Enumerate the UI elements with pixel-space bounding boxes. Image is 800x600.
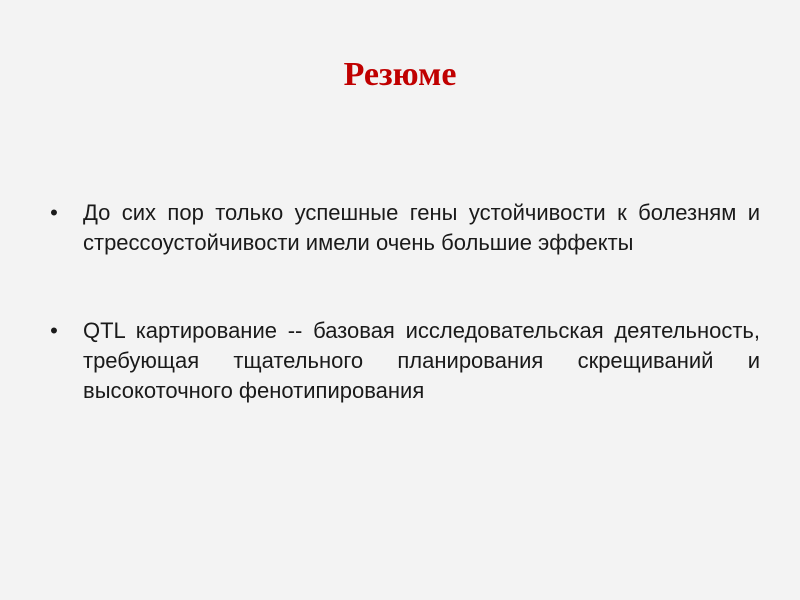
- bullet-text: До сих пор только успешные гены устойчивости к болезням и стрессоустойчивости имели очень большие эффекты: [83, 200, 760, 255]
- bullet-item: [40, 316, 760, 406]
- slide-title: Резюме: [343, 56, 457, 93]
- bullet-dot-icon: •: [50, 200, 58, 225]
- bullet-item: [40, 198, 760, 258]
- bullet-dot-icon: •: [50, 318, 58, 343]
- bullet-text: QTL картирование -- базовая исследовательская деятельность, требующая тщательного планирования скрещиваний и высокоточного фенотипирования: [83, 318, 760, 403]
- bullet-list: [40, 198, 760, 406]
